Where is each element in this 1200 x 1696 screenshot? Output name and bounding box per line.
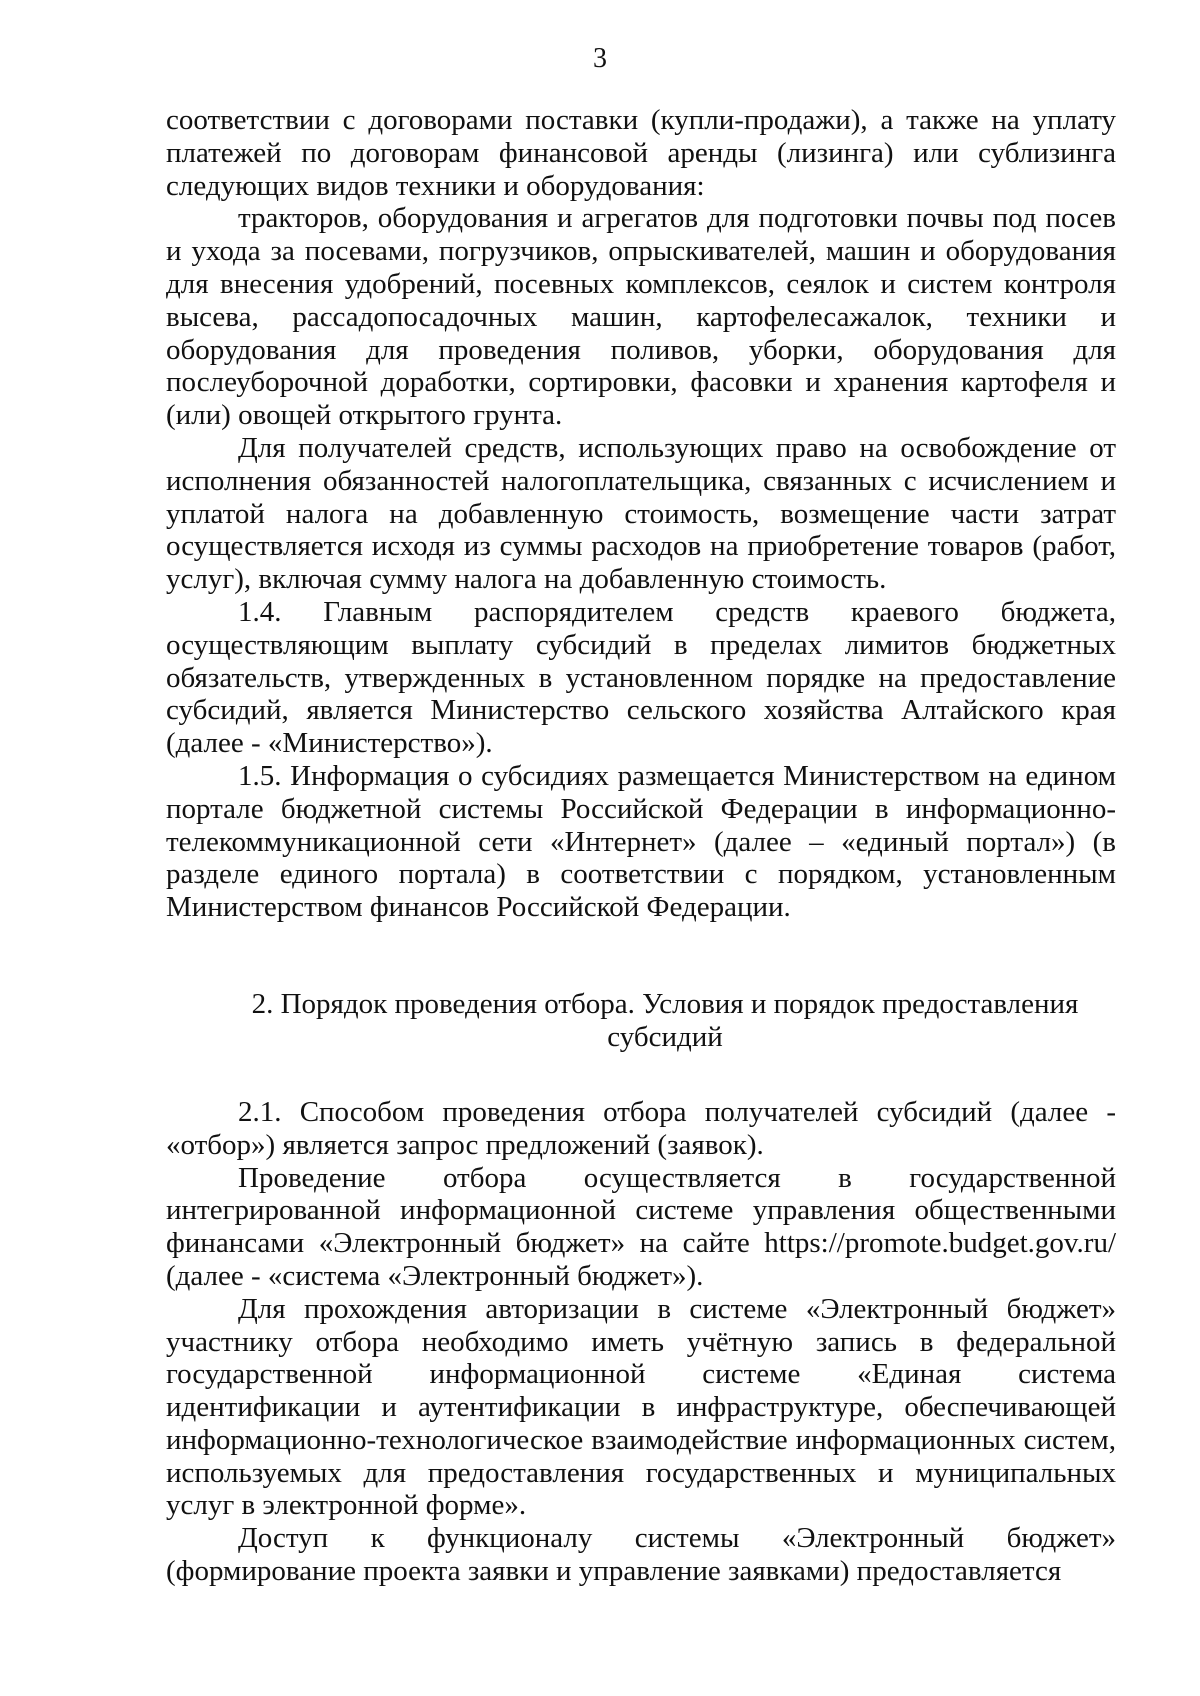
spacer <box>166 924 1116 988</box>
paragraph-continuation: соответствии с договорами поставки (купли-продажи), а также на уплату платежей по договорам финансовой аренды (лизинга) или сублизинга следующих видов техники и оборудования: <box>166 104 1116 202</box>
paragraph-access: Доступ к функционалу системы «Электронный бюджет» (формирование проекта заявки и управление заявками) предоставляется <box>166 1522 1116 1588</box>
paragraph-1-5: 1.5. Информация о субсидиях размещается Министерством на едином портале бюджетной системы Российской Федерации в информационно-телекоммуникационной сети «Интернет» (далее – «единый портал») (в разделе единого портала) в соответствии с порядком, установленным Министерством финансов Российской Федерации. <box>166 759 1116 924</box>
paragraph-2-1: 2.1. Способом проведения отбора получателей субсидий (далее - «отбор») является запрос предложений (заявок). <box>166 1095 1116 1161</box>
paragraph-equipment-list: тракторов, оборудования и агрегатов для подготовки почвы под посев и ухода за посевами, погрузчиков, опрыскивателей, машин и оборудования для внесения удобрений, посевных комплексов, сеялок и систем контроля высева, рассадопосадочных машин, картофелесажалок, техники и оборудования для проведения поливов, уборки, оборудования для послеуборочной доработки, сортировки, фасовки и хранения картофеля и (или) овощей открытого грунта. <box>166 202 1116 432</box>
document-body <box>166 104 1116 1588</box>
paragraph-authorization: Для прохождения авторизации в системе «Электронный бюджет» участнику отбора необходимо иметь учётную запись в федеральной государственной информационной системе «Единая система идентификации и аутентификации в инфраструктуре, обеспечивающей информационно-технологическое взаимодействие информационных систем, используемых для предоставления государственных и муниципальных услуг в электронной форме». <box>166 1292 1116 1522</box>
paragraph-1-4: 1.4. Главным распорядителем средств краевого бюджета, осуществляющим выплату субсидий в пределах лимитов бюджетных обязательств, утвержденных в установленном порядке на предоставление субсидий, является Министерство сельского хозяйства Алтайского края (далее - «Министерство»). <box>166 595 1116 760</box>
section-heading: 2. Порядок проведения отбора. Условия и порядок предоставления субсидий <box>251 987 1079 1053</box>
paragraph-vat-exemption: Для получателей средств, использующих право на освобождение от исполнения обязанностей налогоплательщика, связанных с исчислением и уплатой налога на добавленную стоимость, возмещение части затрат осуществляется исходя из суммы расходов на приобретение товаров (работ, услуг), включая сумму налога на добавленную стоимость. <box>166 431 1116 596</box>
paragraph-selection-system: Проведение отбора осуществляется в государственной интегрированной информационной системе управления общественными финансами «Электронный бюджет» на сайте https://promote.budget.gov.ru/ (далее - «система «Электронный бюджет»). <box>166 1161 1116 1292</box>
spacer <box>166 1054 1116 1096</box>
page-number: 3 <box>593 43 607 74</box>
